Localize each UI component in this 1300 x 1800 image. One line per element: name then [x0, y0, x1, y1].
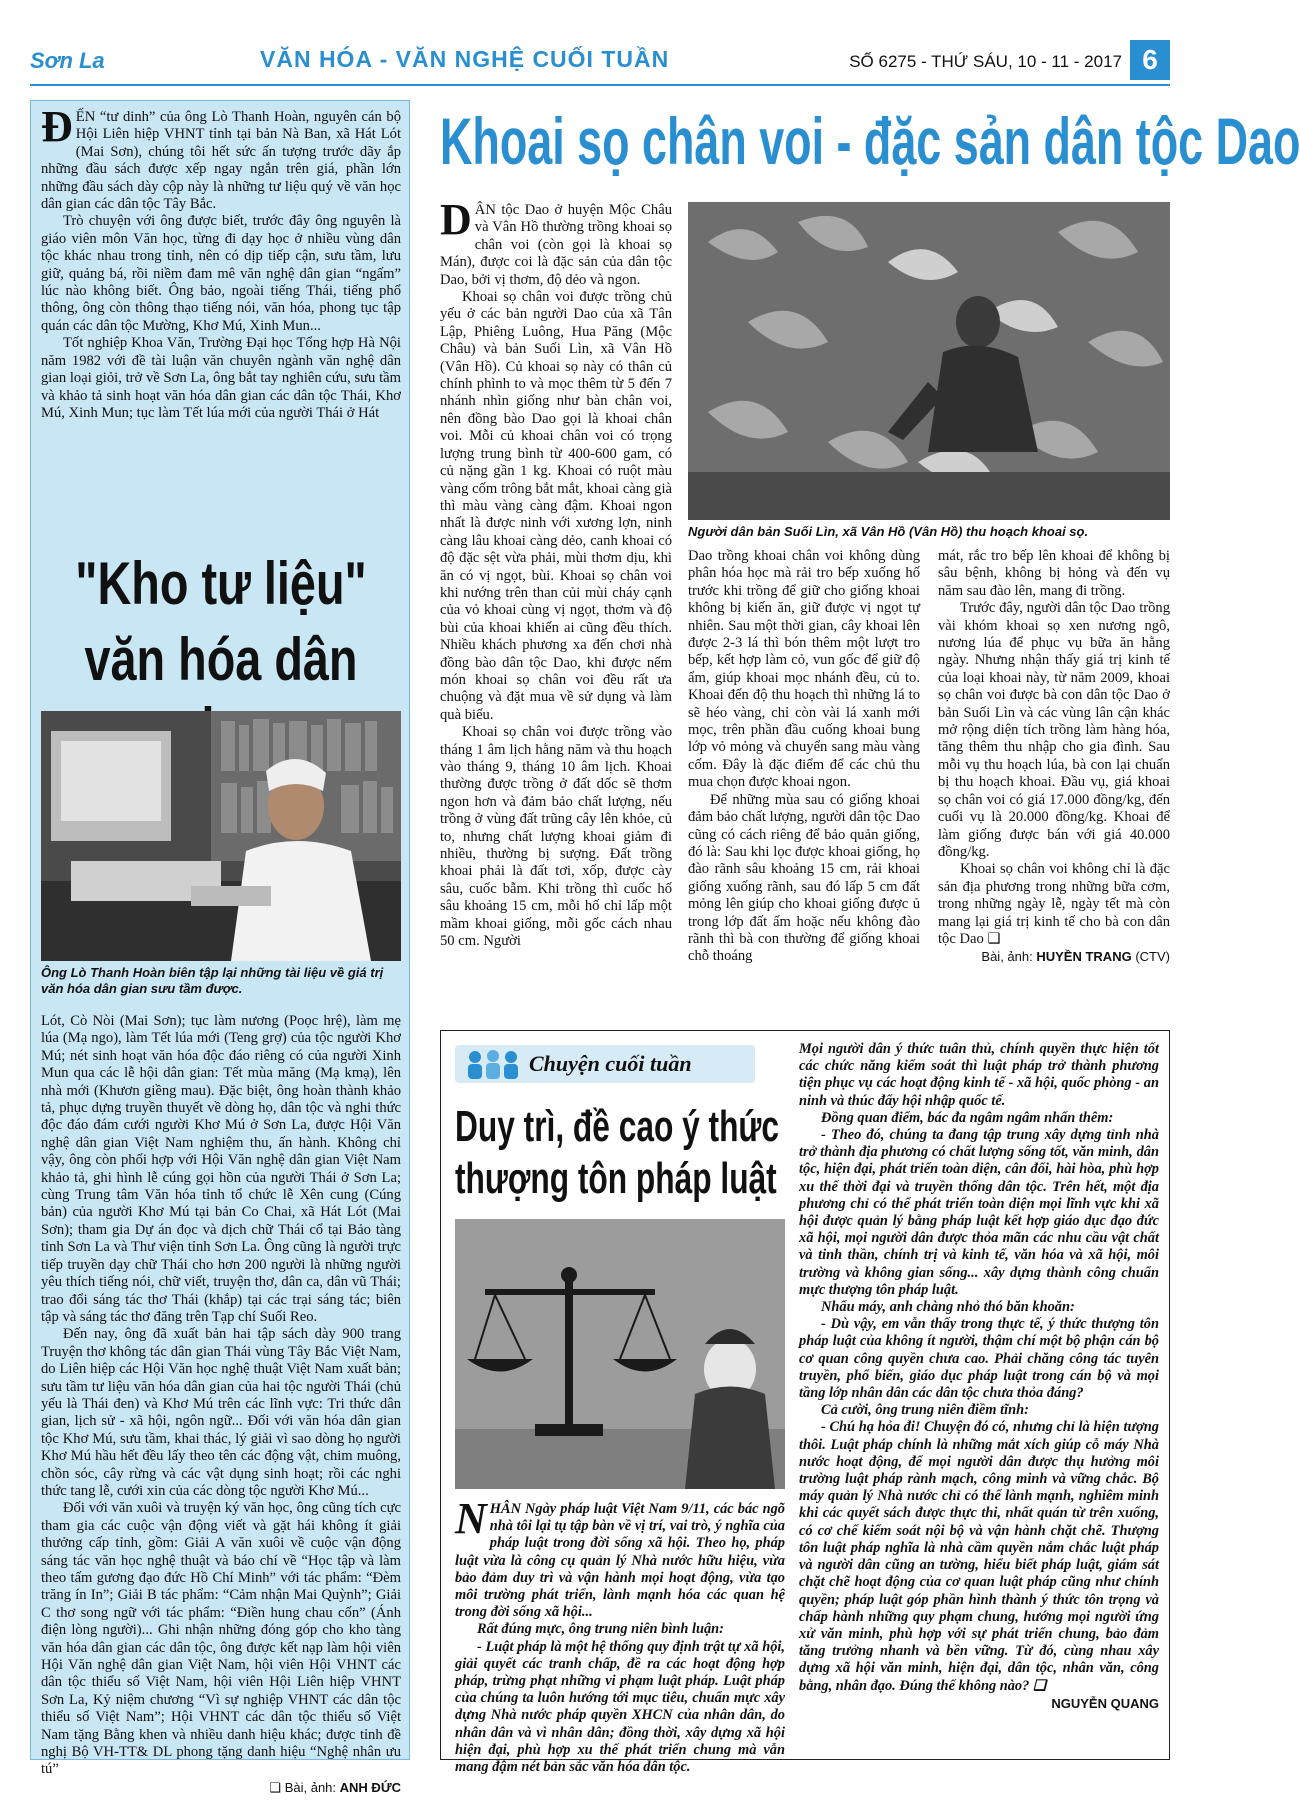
box-right-p6: Cả cười, ông trung niên điềm tĩnh: — [821, 1402, 1029, 1419]
box-intro-p2: Rất đúng mực, ông trung niên bình luận: — [477, 1621, 724, 1638]
main-article-title: Khoai sọ chân voi - đặc sản dân tộc Dao — [440, 104, 1300, 178]
photo-lo-thanh-hoan — [41, 711, 401, 961]
byline-author: ANH ĐỨC — [339, 1779, 401, 1795]
left-article — [30, 100, 410, 1795]
left-article-intro — [41, 102, 401, 422]
main-article-col2 — [688, 548, 920, 966]
box-byline — [799, 1695, 1159, 1712]
cartoon-scales-of-justice — [455, 1219, 785, 1489]
photo-taro-harvest — [688, 202, 1170, 520]
left-body-p1: Lót, Cò Nòi (Mai Sơn); tục làm nương (Poọc hrệ), làm mẹ lúa (Mạ ngo), làm Tết lúa mới (Teng grợ) của tộc người Khơ Mú; nét sinh hoạt văn hóa độc đáo riêng có của người Xinh Mun qua các lễ hội dân gian: Tết mùa măng (Mạ kmạ), lên nhà mới (Khươn giềng mau). Đặc biệt, ông hoàn thành khảo tả, phục dựng truyền thuyết về dòng họ, dân tộc và nghi thức độc đáo đám cưới người Khơ Mú ở Sơn La, được Hội Văn nghệ dân gian Việt Nam nghiệm thu, ấn hành. Không chỉ vậy, ông còn phối hợp với Hội Văn nghệ dân gian Việt Nam khảo tả, ghi hình lễ cúng gọi hồn của người Thái ở Sơn La; cùng Trung tâm Văn hóa tỉnh tổ chức lễ Xên cung (Cúng bản) của người Khơ Mú tại bản Co Chai, xã Hát Lót (Mai Sơn); tham gia Dự án đọc và dịch chữ Thái cổ tại Bảo tàng tỉnh Sơn La và Thư viện tỉnh Sơn La. Ông cũng là người trực tiếp truyền dạy chữ Thái cho hơn 200 người là những người yêu thích tiếng nói, chữ viết, truyện thơ, dân ca, dân vũ Thái; trao đổi sáng tác thơ Thái (khắp) tại các trại sáng tác; biên tập và sáng tác thơ đăng trên Tạp chí Suối Reo. — [41, 1013, 401, 1325]
main-col2-p1: Dao trồng khoai chân voi không dùng phân hóa học mà rải tro bếp xuống hố trước khi trồng để giữ cho giống khoai không bị kiến ăn, giữ được vị ngọt tự nhiên. Sau một thời gian, cây khoai lên được 2-3 lá thì bón thêm một lượt tro bếp, kết hợp làm cỏ, vun gốc để giữ độ ẩm, giúp khoai mọc nhánh đều, củ to. Khoai đến độ thu hoạch thì những lá to sẽ héo vàng, chỉ còn vài lá xanh mới mọc, trên phần đầu cuống khoai bung lớp vỏ mỏng và chuyển sang màu vàng cốm. Đây là đặc điểm để các chủ thu mua chọn được khoai ngon. — [688, 548, 920, 791]
main-col3-p2: Trước đây, người dân tộc Dao trồng vài khóm khoai sọ xen nương ngô, nương lúa để phục vụ bữa ăn hằng ngày. Nhưng nhận thấy giá trị kinh tế của loại khoai này, từ năm 2009, khoai sọ chân voi được bà con dân tộc Dao ở bản Suối Lìn và các vùng lân cận khác mở rộng diện tích trồng làm hàng hóa, tăng thêm thu nhập cho gia đình. Sau mỗi vụ thu hoạch lúa, bà con lại chuẩn bị thu hoạch khoai. Đầu vụ, giá khoai sọ chân voi có giá 17.000 đồng/kg, đến cuối vụ là 20.000 đồng/kg. Khoai để làm giống được bán với giá 40.000 đồng/kg. — [938, 600, 1170, 860]
left-intro-p1: ẾN “tư dinh” của ông Lò Thanh Hoàn, nguyên cán bộ Hội Liên hiệp VHNT tỉnh tại bản Nà Ban, xã Hát Lót (Mai Sơn), chúng tôi hết sức ấn tượng trước dãy ắp những đầu sách được xếp ngay ngắn trên giá, phần lớn những đầu sách dày cộp này là những tư liệu quý về văn học dân gian các dân tộc Tây Bắc. — [41, 109, 401, 213]
left-article-title-line1: "Kho tư liệu" — [75, 550, 367, 617]
cartoon-scales-image — [455, 1219, 785, 1489]
left-byline — [41, 1779, 401, 1796]
drop-cap: Đ — [41, 102, 73, 151]
page-header — [30, 40, 1170, 86]
box-intro-col — [455, 1494, 785, 1776]
weekend-story-box — [440, 1030, 1170, 1776]
byline-author: HUYỀN TRANG — [1036, 949, 1132, 965]
main-col3-p3: Khoai sọ chân voi không chỉ là đặc sản địa phương trong những bữa cơm, trong những ngày lễ, ngày tết mà còn mang lại giá trị kinh tế cho bà con dân tộc Dao — [938, 861, 1170, 947]
left-intro-p3: Tốt nghiệp Khoa Văn, Trường Đại học Tổng hợp Hà Nội năm 1982 với đề tài luận văn chuyên ngành văn nghệ dân gian loại giỏi, trở về Sơn La, ông bắt tay nghiên cứu, sưu tầm và khảo tả sinh hoạt văn hóa dân gian các dân tộc Thái, Khơ Mú, Xinh Mun; tục làm Tết lúa mới của người Thái ở Hát — [41, 335, 401, 421]
main-photo-caption: Người dân bản Suối Lìn, xã Vân Hồ (Vân Hồ) thu hoạch khoai sọ. — [688, 524, 1089, 539]
box-right-p7: - Chú hạ hỏa đi! Chuyện đó có, nhưng chỉ là hiện tượng thôi. Luật pháp chính là những mắt xích giúp cỗ máy Nhà nước hoạt động, để mọi người dân được thụ hưởng môi trường luật pháp rành mạch, công minh và vững chắc. Bộ máy quản lý Nhà nước chỉ có thể lành mạnh, nghiêm minh khi các quyết sách được thực thi, nhất quán từ trên xuống, có cơ chế kiểm soát nội bộ và vận hành chặt chẽ. Thượng tôn luật pháp nghĩa là nhà cầm quyền nắm chắc luật pháp và người dân cũng an tường, hiểu biết pháp luật, giám sát chặt chẽ hoạt động của cơ quan luật pháp cũng như chính quyền; pháp luật góp phần hình thành ý thức tôn trọng và chấp hành những quy phạm chung, hướng mọi người ứng xử văn minh, phù hợp với sự phát triển chung, bảo đảm tăng trưởng nhanh và bền vững. Từ đó, cùng nhau xây dựng xã hội văn minh, hiện đại, dân tộc, nhân văn, công bằng, nhân đạo. Đúng thế không nào? — [799, 1419, 1159, 1694]
byline-prefix: Bài, ảnh: — [284, 1779, 337, 1795]
box-right-p4: Nhẩu máy, anh chàng nhỏ thó băn khoăn: — [821, 1299, 1075, 1316]
box-right-p5: - Dù vậy, em vẫn thấy trong thực tế, ý thức thượng tôn pháp luật của không ít người, thậm chí một bộ phận cán bộ cơ quan công quyền chưa cao. Phải chăng công tác tuyên truyền, phổ biến, giáo dục pháp luật trong cán bộ và mọi tầng lớp nhân dân các dân tộc chưa thỏa đáng? — [799, 1316, 1159, 1402]
main-col3-p1: mát, rắc tro bếp lên khoai để không bị sâu bệnh, không bị hỏng và đến vụ năm sau đào lên, mang đi trồng. — [938, 548, 1170, 599]
drop-cap: D — [440, 195, 472, 244]
issue-info: SỐ 6275 - THỨ SÁU, 10 - 11 - 2017 — [849, 52, 1122, 71]
box-title-line1: Duy trì, đề cao ý thức — [455, 1102, 779, 1151]
box-kicker: Chuyện cuối tuần — [529, 1051, 692, 1076]
byline-suffix: (CTV) — [1135, 949, 1170, 965]
box-intro-p1: HÂN Ngày pháp luật Việt Nam 9/11, các bác ngõ nhà tôi lại tụ tập bàn về vị trí, vai trò, ý nghĩa của pháp luật trong đời sống xã hội. Theo họ, pháp luật vừa là công cụ quản lý Nhà nước hữu hiệu, vừa bảo đảm duy trì và vận hành mọi hoạt động, vừa tạo môi trường phát triển, lành mạnh hóa các quan hệ trong đời sống xã hội... — [455, 1501, 785, 1621]
main-byline — [938, 948, 1170, 965]
byline-prefix: Bài, ảnh: — [981, 949, 1033, 965]
main-col1-p1: ÂN tộc Dao ở huyện Mộc Châu và Vân Hồ thường trồng khoai sọ chân voi (còn gọi là khoai sọ Mán), được coi là đặc sản của dân tộc Dao, bởi vị thơm, độ dẻo và ngon. — [440, 202, 672, 288]
left-photo-caption: Ông Lò Thanh Hoàn biên tập lại những tài liệu về giá trị văn hóa dân gian sưu tầm được. — [41, 965, 384, 996]
left-body-p2: Đến nay, ông đã xuất bản hai tập sách dày 900 trang Truyện thơ không tác dân gian Thái vùng Tây Bắc Việt Nam, do Liên hiệp các Hội Văn học nghệ thuật Việt Nam xuất bản; sưu tầm tư liệu văn hóa dân gian của hai tộc người Thái (chủ yếu là Thái đen) và Khơ Mú trên các lĩnh vực: Tri thức dân gian, lịch sử - xã hội, ngôn ngữ... Đối với văn hóa dân gian tộc Khơ Mú, sưu tầm, khai thác, lý giải vì sao dòng họ người Khơ Mú hầu hết đều lấy theo tên các động vật, chim muông, chồn sóc, cây rừng và các vật dụng sinh hoạt; rồi các nghi thức tang lễ, cưới xin của các dòng tộc người Khơ Mú... — [41, 1326, 401, 1499]
left-article-title-line2: văn hóa dân — [84, 626, 358, 693]
box-right-p3: - Theo đó, chúng ta đang tập trung xây dựng tỉnh nhà trở thành địa phương có chất lượng sống tốt, văn minh, dân tộc, hiện đại, phát triển toàn diện, cân đối, hài hòa, phù hợp xu thế thời đại và truyền thống dân tộc. Trên hết, một địa phương chỉ có thể phát triển toàn diện mọi lĩnh vực khi xã hội được quản lý bằng pháp luật kết hợp giáo dục đạo đức xã hội, mọi người dân được thỏa mãn các nhu cầu vật chất và tinh thần, chính trị và kinh tế, văn hóa và xã hội, môi trường và không gian sống... xây dựng thành công chuẩn mực thượng tôn pháp luật. — [799, 1127, 1159, 1298]
box-right-p2: Đồng quan điểm, bác đa ngâm ngâm nhấn thêm: — [821, 1109, 1114, 1126]
box-right-col — [799, 1041, 1159, 1712]
end-mark-icon: ❑ — [1032, 1677, 1046, 1694]
page-number: 6 — [1130, 40, 1170, 80]
main-article-col1 — [440, 195, 672, 950]
section-title: VĂN HÓA - VĂN NGHỆ CUỐI TUẦN — [260, 46, 670, 72]
people-icon — [463, 1049, 523, 1081]
photo-taro-harvest-image — [688, 202, 1170, 520]
box-kicker-bar — [455, 1045, 755, 1087]
box-title — [455, 1101, 779, 1205]
main-article-col3 — [938, 548, 1170, 966]
header-rule — [30, 84, 1170, 86]
box-right-p1: Mọi người dân ý thức tuân thủ, chính quyền thực hiện tốt các chức năng kiểm soát thì luật pháp trở thành phương tiện phục vụ các hoạt động kinh tế - xã hội, quốc phòng - an ninh và thúc đẩy hội nhập quốc tế. — [799, 1041, 1159, 1109]
photo-lo-thanh-hoan-image — [41, 711, 401, 961]
left-body-p3: Đối với văn xuôi và truyện ký văn học, ông cũng tích cực tham gia các cuộc vận động viết và gặt hái không ít giải thưởng cấp tỉnh, gồm: Giải A văn xuôi về cuộc vận động sáng tác văn học nghệ thuật và báo chí về “Học tập và làm theo tấm gương đạo đức Hồ Chí Minh” với tác phẩm: “Đèm trăng ín In”; Giải B tác phẩm: “Cảm nhận Mai Quỳnh”; Giải C thơ song ngữ với tác phẩm: “Điền hung chau cốn” (Ánh điện lòng người)... Ghi nhận những đóng góp cho kho tàng văn hóa dân gian các dân tộc, ông được kết nạp làm hội viên Hội Văn nghệ dân gian Việt Nam, hội viên Hội VHNT các dân tộc thiểu số Việt Nam, hội viên Hội Liên hiệp VHNT Sơn La, Kỷ niệm chương “Vì sự nghiệp VHNT các dân tộc thiểu số Việt Nam”; Hội VHNT các dân tộc thiểu số Việt Nam tặng Bằng khen và nhiều danh hiệu khác; được tỉnh đề nghị Bộ VH-TT& DL phong tặng danh hiệu “Nghệ nhân ưu tú” — [41, 1500, 401, 1778]
box-intro-p3: - Luật pháp là một hệ thống quy định trật tự xã hội, giải quyết các tranh chấp, đề ra các hoạt động hợp pháp, trừng phạt những vi phạm luật pháp. Luật pháp của chúng ta luôn hướng tới mục tiêu, chuẩn mực xây dựng Nhà nước pháp quyền XHCN của nhân dân, do nhân dân và vì nhân dân; đồng thời, xây dựng xã hội hiện đại, phù hợp xu thế phát triển chung mà vẫn mang đậm nét bản sắc văn hóa dân tộc. — [455, 1638, 785, 1776]
left-intro-p2: Trò chuyện với ông được biết, trước đây ông nguyên là giáo viên môn Văn học, từng đi dạy học ở nhiều vùng dân tộc khác nhau trong tỉnh, nên có dịp tiếp cận, sưu tầm, lưu giữ, quảng bá, rồi niềm đam mê văn nghệ dân gian “ngấm” lúc nào không biết. Ông bảo, ngoài tiếng Thái, tiếng phổ thông, ông còn thông thạo tiếng nói, văn hóa, phong tục tập quán các dân tộc Mường, Khơ Mú, Xinh Mun... — [41, 213, 401, 334]
left-article-body — [41, 1013, 401, 1796]
main-col1-p2: Khoai sọ chân voi được trồng chủ yếu ở các bản người Dao của xã Tân Lập, Phiêng Luông, Hua Păng (Mộc Châu) và bản Suối Lìn, xã Vân Hồ (Vân Hồ). Củ khoai sọ này có thân củ chính phình to và mọc thêm từ 5 đến 7 nhánh nhìn giống như bàn chân voi, nên đồng bào Dao gọi là khoai chân voi. Mỗi củ khoai chân voi có trọng lượng trung bình từ 400-600 gam, có củ nặng gần 1 kg. Khoai có ruột màu vàng cốm trông bắt mắt, khoai càng già thì màu vàng càng đậm. Khoai ngon nhất là được ninh với xương lợn, ninh càng lâu khoai càng dẻo, canh khoai có độ đặc sệt vừa phải, mùi thơm dịu, khi ăn có vị ngọt, bùi. Khoai sọ chân voi khi nướng trên than củi mùi cháy cạnh của vỏ khoai cùng vị ngọt, thơm và độ bùi của khoai khiến ai cũng đều thích. Nhiều khách phương xa đến chơi nhà đồng bào dân tộc Dao, khi được nếm món khoai sọ chân voi đều rất ưa chuộng và đặt mua về sử dụng và làm quà biếu. — [440, 289, 672, 723]
main-col1-p3: Khoai sọ chân voi được trồng vào tháng 1 âm lịch hằng năm và thu hoạch vào tháng 9, tháng 10 âm lịch. Khoai thường được trồng ở đất dốc sẽ thơm ngon hơn và đảm bảo chất lượng, nếu trồng ở vùng đất trũng cây lên khỏe, củ to, nhưng chất lượng khoai giảm đi nhiều, thường bị sượng. Đất trồng khoai phải là đất tơi, xốp, được cày sâu, cuốc bẫm. Khi trồng thì cuốc hố sâu khoảng 15 cm, mỗi hố chỉ lấp một mầm khoai giống, mỗi gốc cách nhau 50 cm. Người — [440, 724, 672, 950]
byline-author: NGUYỄN QUANG — [1051, 1695, 1159, 1711]
brand-name: Sơn La — [30, 48, 105, 73]
box-title-line2: thượng tôn pháp luật — [455, 1154, 777, 1203]
drop-cap: N — [455, 1494, 487, 1543]
main-col2-p2: Để những mùa sau có giống khoai đảm bảo chất lượng, người dân tộc Dao cũng có cách riêng để bảo quản giống, đó là: Sau khi lọc được khoai giống, họ đào rãnh sâu khoảng 15 cm, rải khoai giống xuống rãnh, sau đó lấp 5 cm đất mỏng lên giúp cho khoai giống được ủ trong lớp đất ấm hoặc nếu không đào rãnh thì bà con thường để giống khoai chỗ thoáng — [688, 791, 920, 965]
end-mark-icon: ❑ — [269, 1779, 282, 1795]
end-mark-icon: ❑ — [987, 930, 1001, 947]
